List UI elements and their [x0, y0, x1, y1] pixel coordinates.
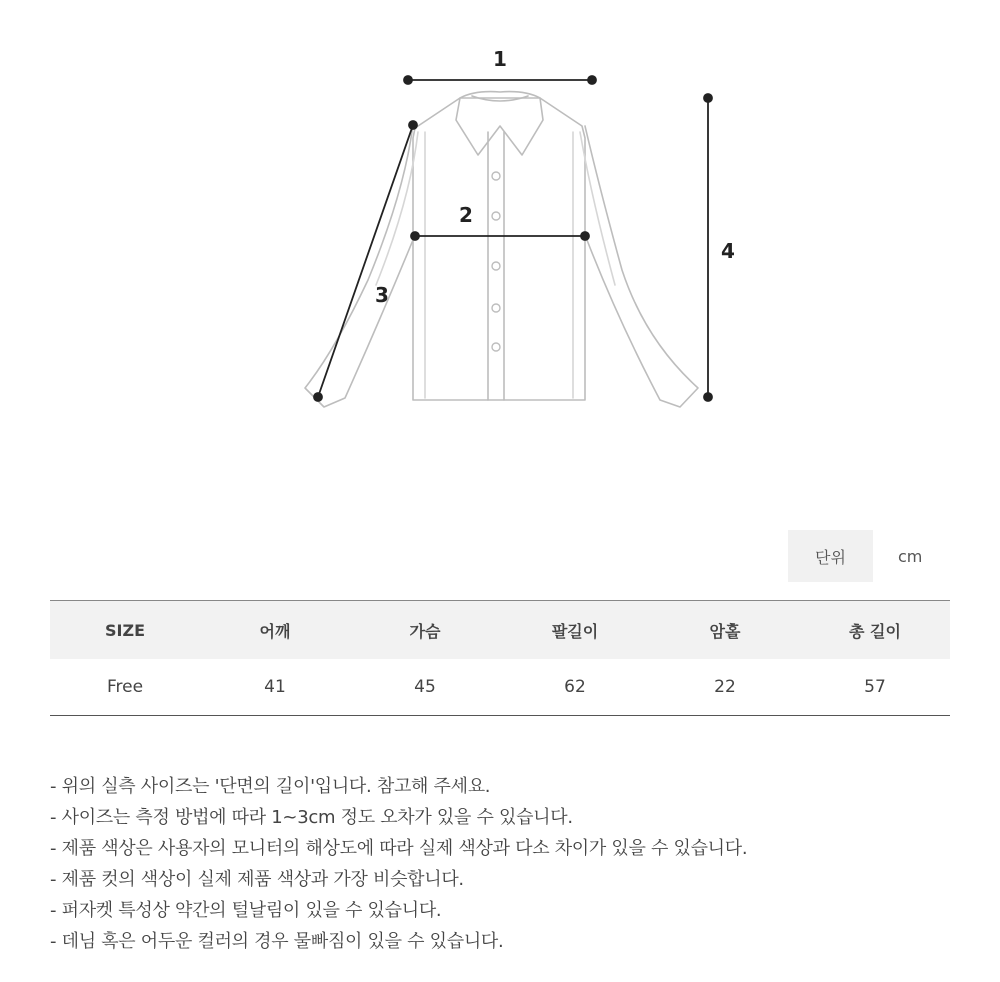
note-item: - 제품 색상은 사용자의 모니터의 해상도에 따라 실제 색상과 다소 차이가 있을 수 있습니다.	[50, 838, 748, 859]
unit-value: cm	[898, 546, 923, 566]
label-3: 3	[375, 283, 389, 307]
note-item: - 위의 실측 사이즈는 '단면의 길이'입니다. 참고해 주세요.	[50, 776, 491, 797]
header-size: SIZE	[50, 601, 200, 660]
cell-length: 57	[864, 677, 886, 697]
table-header-row	[50, 601, 950, 660]
header-chest: 가슴	[350, 601, 500, 660]
cell-sleeve: 62	[564, 677, 586, 697]
label-4: 4	[721, 239, 735, 263]
cell-size: Free	[106, 677, 144, 697]
note-item: - 퍼자켓 특성상 약간의 털날림이 있을 수 있습니다.	[50, 900, 442, 921]
table-row	[50, 659, 950, 716]
sleeve-line	[318, 125, 413, 397]
note-item: - 데님 혹은 어두운 컬러의 경우 물빠짐이 있을 수 있습니다.	[50, 931, 504, 952]
unit-label: 단위	[788, 530, 873, 582]
cell-chest: 45	[414, 677, 436, 697]
header-length: 총 길이	[800, 601, 950, 660]
size-table	[50, 600, 950, 716]
note-item: - 제품 컷의 색상이 실제 제품 색상과 가장 비슷합니다.	[50, 869, 464, 890]
shirt-icon	[300, 40, 735, 420]
cell-armhole: 22	[714, 677, 736, 697]
shirt-measurement-diagram	[300, 40, 735, 420]
header-shoulder: 어깨	[200, 601, 350, 660]
header-sleeve: 팔길이	[500, 601, 650, 660]
label-2: 2	[459, 203, 473, 227]
unit-indicator	[788, 530, 922, 582]
notes-list	[50, 771, 747, 957]
header-armhole: 암홀	[650, 601, 800, 660]
note-item: - 사이즈는 측정 방법에 따라 1~3cm 정도 오차가 있을 수 있습니다.	[50, 807, 573, 828]
label-1: 1	[493, 47, 507, 71]
cell-shoulder: 41	[264, 677, 286, 697]
